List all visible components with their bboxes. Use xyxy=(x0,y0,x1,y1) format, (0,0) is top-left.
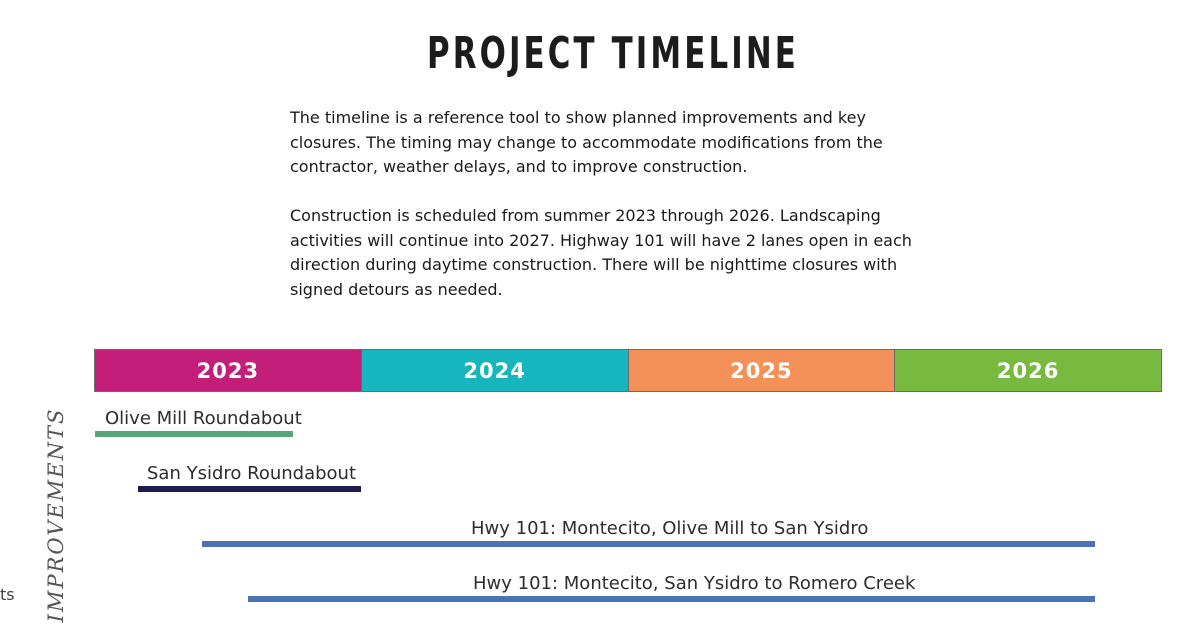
hwy101-olive-mill-to-san-ysidro-bar xyxy=(202,541,1095,547)
hwy101-san-ysidro-to-romero-creek-label: Hwy 101: Montecito, San Ysidro to Romero Creek xyxy=(473,573,916,594)
intro-paragraph-1: The timeline is a reference tool to show planned improvements and key closures. The timing may change to accommodate modifications from the contractor, weather delays, and to improve construction. xyxy=(290,108,883,176)
page-title: PROJECT TIMELINE xyxy=(426,28,800,79)
hwy101-olive-mill-to-san-ysidro-label: Hwy 101: Montecito, Olive Mill to San Ysidro xyxy=(471,518,869,539)
year-2023: 2023 xyxy=(95,350,362,391)
year-2025: 2025 xyxy=(629,350,896,391)
cropped-edge-text: ts xyxy=(0,585,15,604)
olive-mill-roundabout-bar xyxy=(95,431,293,437)
hwy101-san-ysidro-to-romero-creek-bar xyxy=(248,596,1095,602)
olive-mill-roundabout-label: Olive Mill Roundabout xyxy=(105,408,302,429)
intro-text xyxy=(290,106,930,327)
intro-paragraph-2: Construction is scheduled from summer 2023 through 2026. Landscaping activities will continue into 2027. Highway 101 will have 2 lanes open in each direction during daytime construction. There will be nighttime closures with signed detours as needed. xyxy=(290,206,912,299)
improvements-side-label: IMPROVEMENTS xyxy=(44,407,68,623)
year-2026: 2026 xyxy=(895,350,1161,391)
san-ysidro-roundabout-bar xyxy=(138,486,361,492)
san-ysidro-roundabout-label: San Ysidro Roundabout xyxy=(147,463,357,484)
year-2024: 2024 xyxy=(362,350,629,391)
year-header xyxy=(94,349,1162,392)
